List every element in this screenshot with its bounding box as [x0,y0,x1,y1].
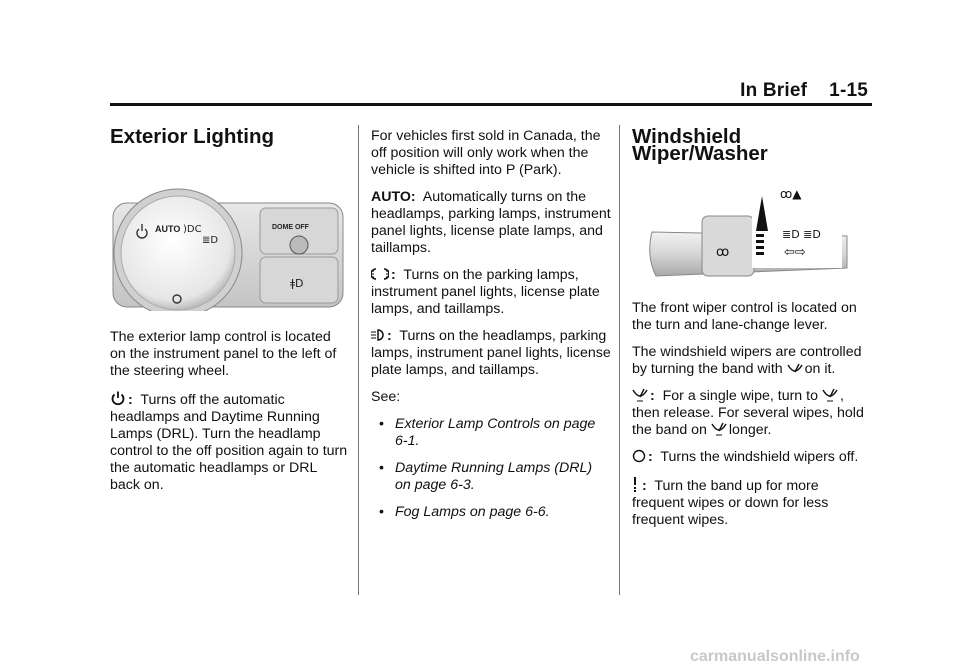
svg-text:≣D ≣D: ≣D ≣D [782,228,821,241]
header-rule [110,103,872,106]
watermark: carmanualsonline.info [690,648,860,665]
canada-note: For vehicles first sold in Canada, the off position will only work when the vehicle is shifted into P (Park). [371,128,601,178]
svg-text:⇦⇨: ⇦⇨ [784,245,806,260]
parking-lamps-description: : Turns on the parking lamps, instrument panel lights, license plate lamps, and taillamps. [371,267,600,317]
svg-text:ǂD: ǂD [290,277,304,290]
column-divider-1 [358,125,359,595]
headlamps-description: : Turns on the headlamps, parking lamps, instrument panel lights, license plate lamps, and taillamps. [371,328,611,378]
headlamp-control-illustration [110,161,348,311]
headlamp-icon [371,328,385,342]
single-wipe-description: : For a single wipe, turn to , then release. For several wipes, hold the band on longer. [632,388,864,438]
exterior-lighting-heading: Exterior Lighting [110,125,274,148]
reference-link[interactable]: • Fog Lamps on page 6-6. [371,504,611,521]
auto-label: AUTO [155,224,181,234]
reference-link[interactable]: • Exterior Lamp Controls on page 6-1. [371,416,611,450]
middle-column [371,128,611,531]
mist-icon [822,388,838,402]
column-divider-2 [619,125,620,595]
see-label: See: [371,389,401,405]
off-circle-icon [632,449,646,463]
parking-lamps-icon [371,267,389,281]
mist-icon [632,388,648,402]
svg-text:ꝏ▲: ꝏ▲ [780,187,802,201]
right-column [632,125,872,539]
wiper-icon [787,363,803,375]
svg-text:≣D: ≣D [202,235,219,246]
reference-list [371,416,611,521]
off-description: : Turns off the automatic headlamps and Daytime Running Lamps (DRL). Turn the headlamp control to the off position again to turn the automatic headlamps or DRL back on. [110,392,348,493]
power-icon [110,390,126,406]
left-column [110,125,348,504]
wiper-washer-heading: Windshield Wiper/Washer [632,125,768,165]
svg-text:)DC: )DC [183,224,202,235]
page-header [740,80,868,102]
auto-description: AUTO: Automatically turns on the headlamps, parking lamps, instrument panel lights, license plate lamps, and taillamps. [371,189,611,256]
dome-off-label: DOME OFF [272,224,309,231]
band-description: The windshield wipers are controlled by turning the band with on it. [632,344,862,377]
delay-description: : Turn the band up for more frequent wipes or down for less frequent wipes. [632,478,829,528]
lamp-control-intro: The exterior lamp control is located on the instrument panel to the left of the steering wheel. [110,329,337,379]
page-number: 1-15 [829,80,868,101]
wiper-intro: The front wiper control is located on the turn and lane-change lever. [632,300,857,333]
delay-band-icon [632,476,640,492]
wiper-lever-illustration [632,176,862,286]
wiper-off-description: : Turns the windshield wipers off. [632,449,872,466]
mist-icon [711,422,727,436]
section-title: In Brief [740,80,808,101]
reference-link[interactable]: • Daytime Running Lamps (DRL) on page 6-3. [371,460,611,494]
svg-text:ꝏ: ꝏ [716,245,730,260]
